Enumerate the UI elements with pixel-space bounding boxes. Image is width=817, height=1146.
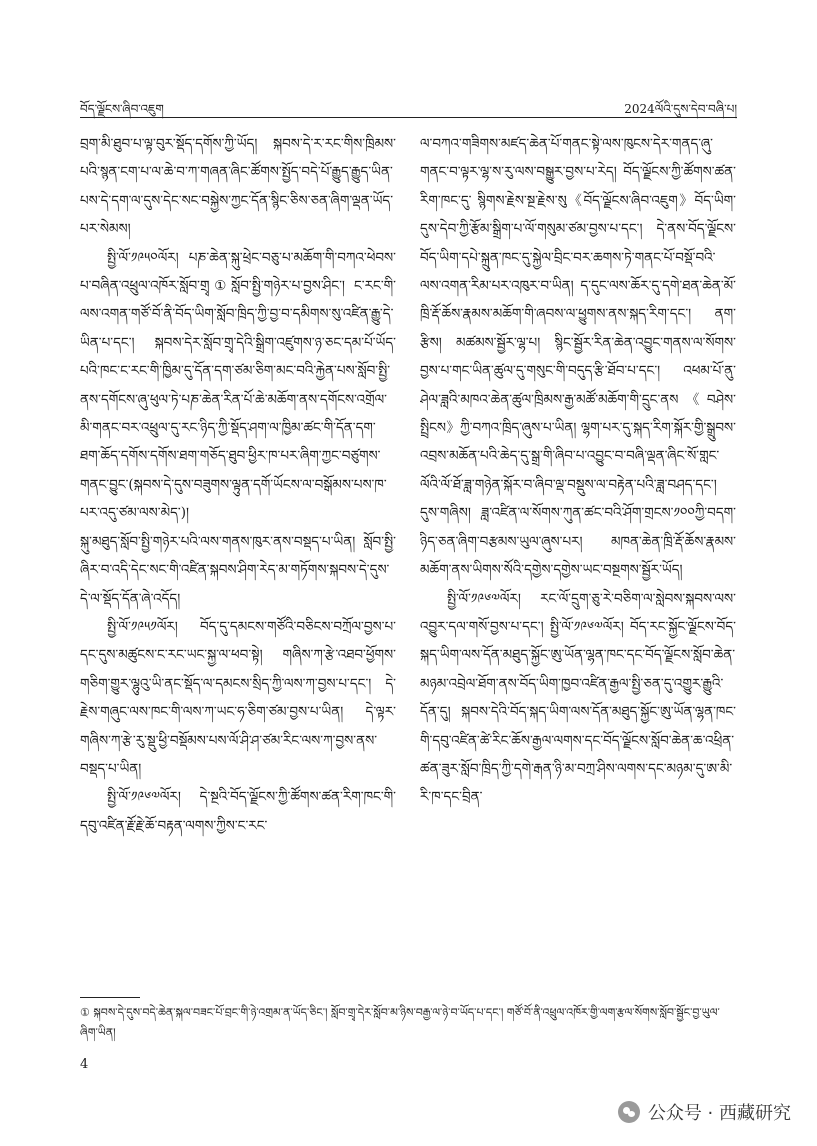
issue-label: 2024ལོའི་དུས་དེབ་བཞི་པ། xyxy=(624,102,737,116)
paragraph: སྤྱི་ལོ་༡༩༥༡ལོར། བོད་དུ་དམངས་གཙོའི་བཅིངས་བཀྲོལ་བྱས་པ་དང་དུས་མཚུངས་ང་རང་ཡང་སྐྱ་ལ་ཕབ་སྟེ། གཞིས་ཀ་རྩེ་འཐབ་ཕྱོགས་གཅིག་གྱུར་ལྷུའུ་ཡི་ནང་སྡོད་ལ་དམངས་སྲིད་ཀྱི་ལས་ཀ་བྱས་པ་དང་། དེ་རྗེས་གཞུང་ལས་ཁང་གི་ལས་ཀ་ཡང་ཧ་ཅིག་ཙམ་བྱས་པ་ཡིན། དེ་ལྟར་གཞིས་ཀ་རྩེ་རུ་སྡུ་ཕྱི་བསྡོམས་པས་ལོ་ཤི་ཤ་ཙམ་རིང་ལས་ཀ་བྱས་ནས་བསྡད་པ་ཡིན། xyxy=(80,618,396,777)
footnote: ① སྐབས་དེ་དུས་བདེ་ཆེན་སྐལ་བཟང་པོ་བྲང་གི་ཉེ་འགྲམ་ན་ཡོད་ཅིང་། སློབ་གྲྭ་དེར་སློབ་མ་ཉིས་བརྒྱ་ལ་ཉེ་བ་ཡོད་པ་དང་། གཙོ་བོ་ནི་འཕྲུལ་འཁོར་གྱི་ལག་རྩལ་སོགས་སློབ་སྦྱོང་བྱ་ཡུལ་ཞིག་ཡིན། xyxy=(80,1006,720,1039)
wechat-icon xyxy=(618,1101,640,1123)
watermark-text: 公众号 · 西藏研究 xyxy=(647,1103,791,1124)
right-column xyxy=(420,130,736,980)
running-header xyxy=(80,96,737,116)
paragraph: སྐུ་མཐུད་སློབ་སྤྱི་གཉེར་པའི་ལས་གནས་ཁུར་ནས་བསྡད་པ་ཡིན། སློབ་སྤྱི་ཞིར་བ་འདི་དེང་སང་གི་འཛིན་སྐབས་ཤིག་རེད་མ་གཏོགས་སྐབས་དེ་དུས་དེ་ལ་སྡོད་དོན་ཞེ་འདོད། xyxy=(80,533,396,607)
left-column xyxy=(80,130,396,980)
journal-title: བོད་ལྗོངས་ཞིབ་འཇུག xyxy=(80,102,164,116)
paragraph: བྲག་མི་ཐུབ་པ་ལྟ་བུར་སྡོད་དགོས་ཀྱི་ཡོད། སྐབས་དེ་ར་རང་གིས་ཁྲིམས་པའི་སྙན་ངག་པ་ལ་ཆེ་བ་ཀ་གཞན་ཞིང་ཚོགས་སྤྱོད་བདེ་པོ་རྒྱུད་རྒྱུད་ཡིན་པས་དེ་དག་ལ་དུས་དེང་སང་བསྐྱེས་ཀྱང་དོན་སྙིང་ཅིས་ཅན་ཞིག་ལྡན་ཡོད་པར་སེམས། xyxy=(80,136,396,238)
watermark xyxy=(618,1099,791,1125)
paragraph: སྤྱི་ལོ་༡༩༦༧ལོར། དེ་སྔའི་བོད་ལྗོངས་ཀྱི་ཚོགས་ཚན་རིག་ཁང་གི་དབུ་འཛིན་རྗོ་རྗེ་ཆོ་བརྟན་ལགས་ཀྱིས་ང་རང་ xyxy=(80,789,396,834)
paragraph: སྤྱི་ལོ་༡༩༥༠ལོར། པཎ་ཆེན་སྐུ་ཕྲེང་བཅུ་པ་མཆོག་གི་བཀའ་ཕེབས་པ་བཞིན་འཕྲུལ་འཁོར་སློབ་གྲྭ①སློབ་སྤྱི་གཉེར་པ་བྱས་ཤིང་། ང་རང་གི་ལས་འགན་གཙོ་བོ་ནི་བོད་ཡིག་སློབ་ཁྲིད་ཀྱི་བྱ་བ་དམིགས་སུ་འཛིན་རྒྱུ་དེ་ཡིན་པ་དང་། སྐབས་དེར་སློབ་གྲྭ་དེའི་སྒྲིག་འཛུགས་ཉ་ཅང་དམ་པོ་ཡོད་པའི་ཁང་ང་རང་གི་ཁྱིམ་དུ་དོན་དག་ཙམ་ཅིག་མང་བའི་རྐྱེན་པས་སློབ་སྤྱི་ནས་དགོངས་ཞུ་ཕུལ་ཏེ་པཎ་ཆེན་རིན་པོ་ཆེ་མཆོག་ནས་དགོངས་འགྲོལ་མི་གནང་བར་འཕྲུལ་དུ་རང་ཉིད་ཀྱི་སྡོད་ཤག་ལ་ཁྱིམ་ཚང་གི་དོན་དག་ཐག་ཆོད་དགོས་དགོས་ཐག་གཅོད་ཐུབ་ཕྱིར་ཁ་པར་ཞིག་ཀྱང་བཙུགས་གནང་བྱུང་(སྐབས་དེ་དུས་བཟུགས་ལྟུན་དགོ་ཡོངས་ལ་བསྒོམས་པས་ཁ་པར་འདུ་ཙམ་ལས་མེད་)། xyxy=(80,249,396,522)
footnote-rule xyxy=(80,997,140,998)
paragraph: ལ་བཀའ་གཟིགས་མཛད་ཆེན་པོ་གནང་སྟེ་ལས་ཁུངས་དེར་གནད་ཞུ་གནང་བ་ལྟར་ལྷ་ས་རུ་ལས་བསྒྱུར་བྱས་པ་རེད། བོད་ལྗོངས་ཀྱི་ཚོགས་ཚན་རིག་ཁང་དུ་ སྙིགས་རྗེས་སྔ་རྗེས་སུ《བོད་ལྗོངས་ཞིབ་འཇུག》བོད་ཡིག་དུས་དེབ་ཀྱི་རྩོམ་སྒྲིག་པ་ལོ་གསུམ་ཙམ་བྱས་པ་དང་། དེ་ནས་བོད་ལྗོངས་བོད་ཡིག་དཔེ་སྐྲུན་ཁང་དུ་སྐྱེལ་བྲིང་བར་ཆགས་ཏེ་གནང་པོ་བསྡོ་བའི་ལས་འགན་རིམ་པར་འཁུར་བ་ཡིན། ད་དུང་ལས་ཆོར་དུ་དགེ་ཐན་ཆེན་མོ་ཁྲི་རྡོ་ཆོས་རྣམས་མཆོག་གི་ཞབས་ལ་ཕྱུགས་ནས་སྐད་རིག་དང་། ནག་རྩིས། མཚམས་སྦྱོར་ལྷ་པ། སྙིང་སྦྱོར་རིན་ཆེན་འབྱུང་གནས་ལ་སོགས་བྱས་པ་གང་ཡིན་ཚུལ་དུ་གསུང་གི་བདུད་རྩི་ཐོབ་པ་དང་། འཕམ་པོ་ནུ་ཤེལ་ཟླའི་མཁའ་ཆེན་ཚུལ་ཁྲིམས་རྒྱ་མཚོ་མཆོག་གི་དྲུང་ནས《བཤེས་སྤྲིངས》ཀྱི་བཀའ་ཁྲིད་ཞུས་པ་ཡིན། ལྷག་པར་དུ་སྐད་རིག་སྐོར་གྱི་སྒྲུབས་འབྲས་མཆོན་པའི་ཆེད་དུ་སྒྲ་གི་ཞིབ་པ་འབྱུང་བ་བཞི་ལྡན་ཞིང་སོ་གླང་ལོའི་ལོ་ཐོ་ཟླ་གཉེན་སྐོར་བ་ཞིབ་ལྡ་བསྡུས་ལ་བརྟེན་པའི་ཟླ་བཤད་དང་། དུས་གཞིས། ཟླ་འཛིན་ལ་སོགས་ཀུན་ཚང་བའི་ཤོག་གྲངས་༡༠༠ཀྱི་བདག་ཉིད་ཅན་ཞིག་བརྩམས་ཡུལ་ཞུས་པར། མཁན་ཆེན་ཁྲི་རྡོ་ཆོས་རྣམས་མཆོག་ནས་ཡིགས་སོའི་དགྱེས་དགྱེས་ཡང་བསྔགས་སྦྱོར་ཡོད། xyxy=(420,136,736,579)
header-rule xyxy=(80,117,737,118)
paragraph: སྤྱི་ལོ་༡༩༦༧ལོར། རང་ལོ་དྲུག་ཅུ་རེ་བཅིག་ལ་སླེབས་སྐབས་ལས་འབྱུར་དལ་གསོ་བྱས་པ་དང་། སྤྱི་ལོ་༡༩༦༧ལོར། བོད་རང་སྐྱོང་ལྗོངས་བོད་སྐད་ཡིག་ལས་དོན་མཐུད་སྐྱོང་ཨུ་ཡོན་ལྷན་ཁང་དང་བོད་ལྗོངས་སློབ་ཆེན་མཉམ་འབྲེལ་ཐོག་ནས་བོད་ཡིག་ཁྱབ་འཛིན་རྒྱལ་སྤྱི་ཅན་དུ་འགྱུར་རྒྱུའི་དོན་དུ། སྐབས་དེའི་བོད་སྐད་ཡིག་ལས་དོན་མཐུད་སྐྱོང་ཨུ་ཡོན་ལྷན་ཁང་གི་དབུ་འཛིན་ཚེ་རིང་ཆོས་རྒྱལ་ལགས་དང་བོད་ལྗོངས་སློབ་ཆེན་ཆ་འཕྲིན་ཚན་ཟུར་སློབ་ཁྲིད་ཀྱི་དགེ་རྒན་ཉི་མ་བཀྲ་ཤིས་ལགས་དང་མཉམ་དུ་ཨ་མི་རི་ཁ་དང་བྲིན་ xyxy=(420,590,736,806)
page-number: 4 xyxy=(80,1057,89,1072)
